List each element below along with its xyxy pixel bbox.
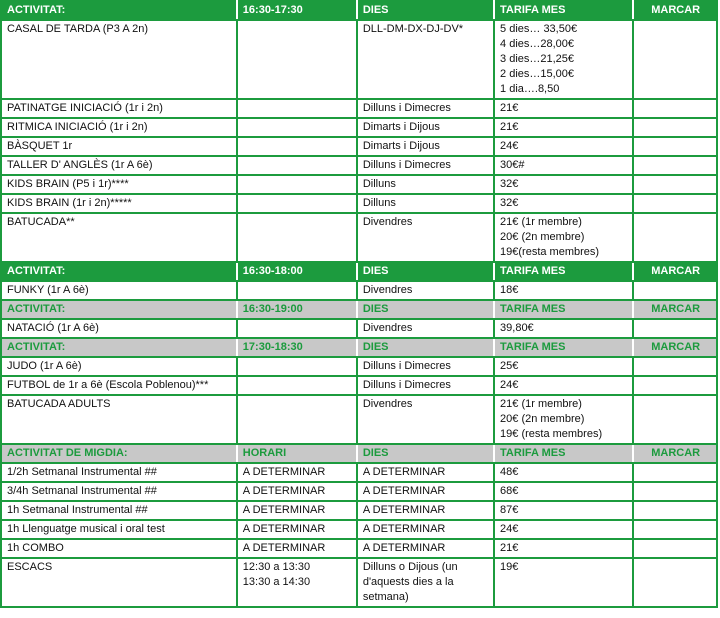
marcar-checkbox-cell[interactable] [633,376,717,395]
activity-days: Divendres [357,281,494,300]
activity-name: KIDS BRAIN (1r i 2n)***** [1,194,237,213]
marcar-checkbox-cell[interactable] [633,99,717,118]
marcar-checkbox-cell[interactable] [633,482,717,501]
activity-price: 21€ [494,539,633,558]
marcar-checkbox-cell[interactable] [633,137,717,156]
activity-price: 19€ [494,558,633,607]
activity-name: NATACIÓ (1r A 6è) [1,319,237,338]
activity-price: 21€ [494,99,633,118]
header-activity: ACTIVITAT: [1,300,237,319]
activity-time [237,137,357,156]
header-price: TARIFA MES [494,444,633,463]
activity-time: A DETERMINAR [237,520,357,539]
header-price: TARIFA MES [494,262,633,281]
header-marcar: MARCAR [633,262,717,281]
activity-days: A DETERMINAR [357,520,494,539]
activity-name: 3/4h Setmanal Instrumental ## [1,482,237,501]
activity-time: A DETERMINAR [237,463,357,482]
header-time: 16:30-18:00 [237,262,357,281]
activity-name: RITMICA INICIACIÓ (1r i 2n) [1,118,237,137]
activity-row [1,482,717,501]
activity-days: Dimarts i Dijous [357,137,494,156]
header-days: DIES [357,338,494,357]
activity-name: FUNKY (1r A 6è) [1,281,237,300]
section-header-row [1,444,717,463]
activity-days: A DETERMINAR [357,482,494,501]
activity-row [1,99,717,118]
header-activity: ACTIVITAT: [1,1,237,20]
activity-row [1,137,717,156]
marcar-checkbox-cell[interactable] [633,213,717,262]
header-time: 17:30-18:30 [237,338,357,357]
activity-name: ESCACS [1,558,237,607]
activity-price: 30€# [494,156,633,175]
header-price: TARIFA MES [494,300,633,319]
marcar-checkbox-cell[interactable] [633,395,717,444]
activity-row [1,539,717,558]
activity-time [237,319,357,338]
activity-name: BATUCADA** [1,213,237,262]
header-marcar: MARCAR [633,444,717,463]
activity-days: Dimarts i Dijous [357,118,494,137]
activity-price: 24€ [494,376,633,395]
activity-name: BÀSQUET 1r [1,137,237,156]
activity-name: JUDO (1r A 6è) [1,357,237,376]
activity-row [1,520,717,539]
activity-name: CASAL DE TARDA (P3 A 2n) [1,20,237,99]
activity-name: FUTBOL de 1r a 6è (Escola Poblenou)*** [1,376,237,395]
activity-time [237,118,357,137]
activity-row [1,156,717,175]
marcar-checkbox-cell[interactable] [633,520,717,539]
activity-time [237,281,357,300]
activity-price: 24€ [494,520,633,539]
activity-name: KIDS BRAIN (P5 i 1r)**** [1,175,237,194]
marcar-checkbox-cell[interactable] [633,539,717,558]
activity-row [1,118,717,137]
marcar-checkbox-cell[interactable] [633,281,717,300]
activity-name: 1h Llenguatge musical i oral test [1,520,237,539]
activity-days: A DETERMINAR [357,539,494,558]
activity-time: A DETERMINAR [237,482,357,501]
activity-days: Divendres [357,319,494,338]
header-activity: ACTIVITAT: [1,262,237,281]
activity-days: Divendres [357,213,494,262]
activity-price: 87€ [494,501,633,520]
activity-time [237,213,357,262]
header-price: TARIFA MES [494,1,633,20]
activity-time [237,357,357,376]
activity-time [237,376,357,395]
header-time: 16:30-17:30 [237,1,357,20]
activity-days: Dilluns i Dimecres [357,99,494,118]
header-activity: ACTIVITAT: [1,338,237,357]
activity-row [1,20,717,99]
activity-time [237,99,357,118]
activity-days: DLL-DM-DX-DJ-DV* [357,20,494,99]
marcar-checkbox-cell[interactable] [633,156,717,175]
marcar-checkbox-cell[interactable] [633,194,717,213]
activity-days: Dilluns i Dimecres [357,156,494,175]
activity-days: Dilluns o Dijous (un d'aquests dies a la setmana) [357,558,494,607]
activity-days: Dilluns i Dimecres [357,357,494,376]
activity-price: 68€ [494,482,633,501]
activity-price: 32€ [494,175,633,194]
header-price: TARIFA MES [494,338,633,357]
marcar-checkbox-cell[interactable] [633,463,717,482]
activity-row [1,194,717,213]
activity-price: 5 dies… 33,50€ 4 dies…28,00€ 3 dies…21,25€ 2 dies…15,00€ 1 dia….8,50 [494,20,633,99]
header-marcar: MARCAR [633,338,717,357]
section-header-row [1,300,717,319]
activity-row [1,558,717,607]
header-time: HORARI [237,444,357,463]
header-activity: ACTIVITAT DE MIGDIA: [1,444,237,463]
activity-price: 48€ [494,463,633,482]
activity-row [1,463,717,482]
activity-row [1,175,717,194]
activity-days: Dilluns [357,194,494,213]
activity-time [237,395,357,444]
marcar-checkbox-cell[interactable] [633,558,717,607]
marcar-checkbox-cell[interactable] [633,175,717,194]
activity-price: 32€ [494,194,633,213]
marcar-checkbox-cell[interactable] [633,501,717,520]
activity-time: A DETERMINAR [237,501,357,520]
activity-row [1,281,717,300]
marcar-checkbox-cell[interactable] [633,118,717,137]
marcar-checkbox-cell[interactable] [633,319,717,338]
activity-price: 21€ (1r membre) 20€ (2n membre) 19€ (resta membres) [494,395,633,444]
activity-time [237,194,357,213]
header-days: DIES [357,262,494,281]
activity-price: 39,80€ [494,319,633,338]
activities-table-body [1,1,717,607]
activity-price: 18€ [494,281,633,300]
activity-row [1,395,717,444]
activity-name: 1/2h Setmanal Instrumental ## [1,463,237,482]
activity-name: 1h Setmanal Instrumental ## [1,501,237,520]
activity-price: 25€ [494,357,633,376]
activity-days: A DETERMINAR [357,463,494,482]
activity-days: Dilluns i Dimecres [357,376,494,395]
activity-days: Divendres [357,395,494,444]
activity-time [237,20,357,99]
activity-days: Dilluns [357,175,494,194]
activity-row [1,357,717,376]
activity-time: A DETERMINAR [237,539,357,558]
marcar-checkbox-cell[interactable] [633,357,717,376]
activity-row [1,213,717,262]
activity-name: BATUCADA ADULTS [1,395,237,444]
activity-time: 12:30 a 13:30 13:30 a 14:30 [237,558,357,607]
activity-name: 1h COMBO [1,539,237,558]
activity-name: PATINATGE INICIACIÓ (1r i 2n) [1,99,237,118]
header-days: DIES [357,1,494,20]
activity-name: TALLER D' ANGLÈS (1r A 6è) [1,156,237,175]
activity-price: 21€ (1r membre) 20€ (2n membre) 19€(resta membres) [494,213,633,262]
activity-time [237,175,357,194]
activity-days: A DETERMINAR [357,501,494,520]
header-time: 16:30-19:00 [237,300,357,319]
header-marcar: MARCAR [633,300,717,319]
header-marcar: MARCAR [633,1,717,20]
section-header-row [1,338,717,357]
activity-row [1,319,717,338]
header-days: DIES [357,444,494,463]
activity-row [1,501,717,520]
activity-price: 21€ [494,118,633,137]
header-days: DIES [357,300,494,319]
activity-time [237,156,357,175]
activity-row [1,376,717,395]
section-header-row [1,262,717,281]
marcar-checkbox-cell[interactable] [633,20,717,99]
section-header-row [1,1,717,20]
activity-price: 24€ [494,137,633,156]
